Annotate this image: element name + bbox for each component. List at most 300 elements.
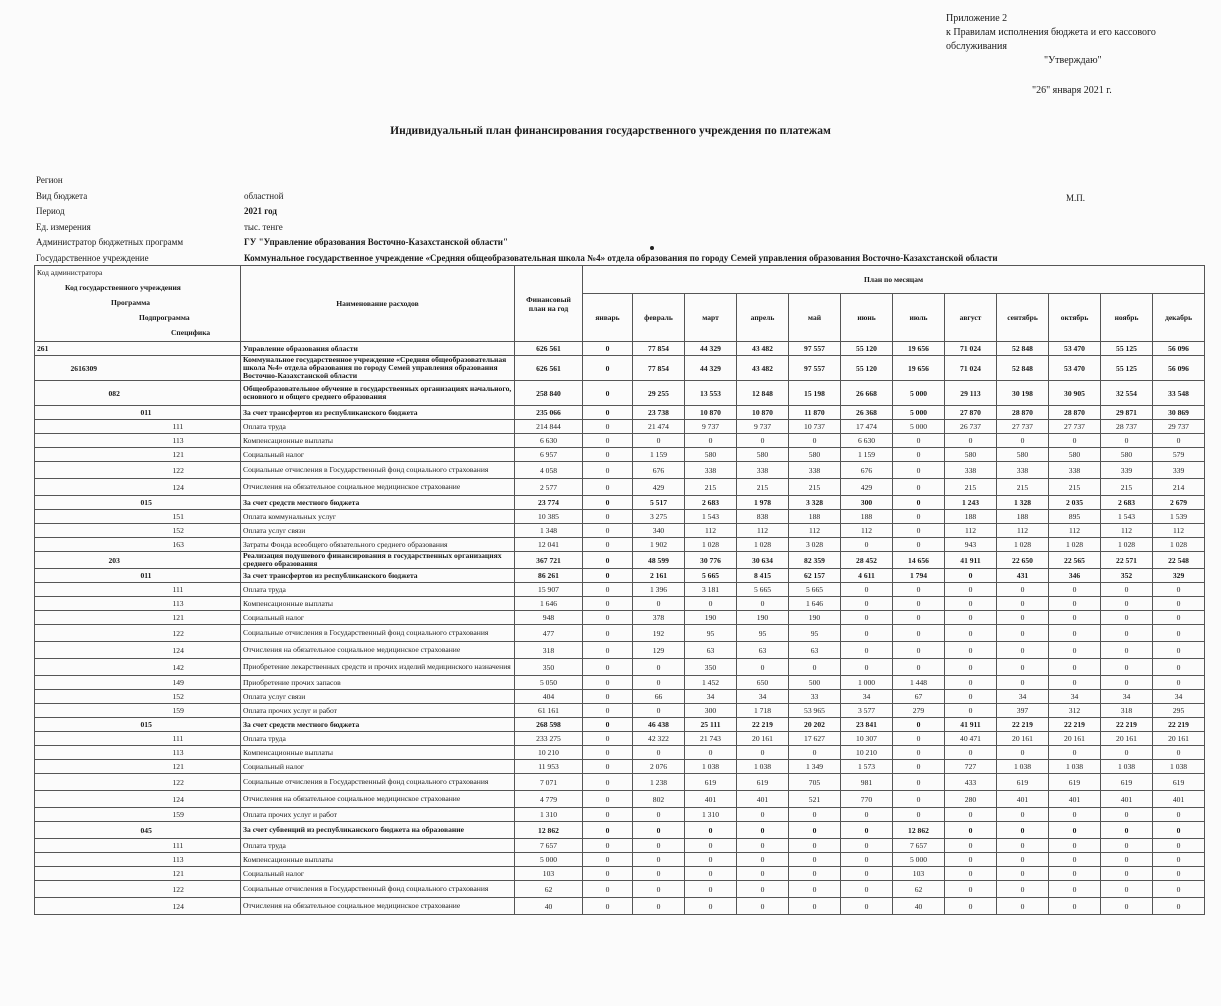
code-cell	[35, 642, 69, 659]
month-value-cell: 30 869	[1153, 406, 1205, 420]
month-value-cell: 0	[945, 583, 997, 597]
month-value-cell: 2 076	[633, 760, 685, 774]
expense-name-cell: За счет трансфертов из республиканского бюджета	[241, 406, 515, 420]
code-cell	[139, 381, 171, 406]
month-value-cell: 63	[685, 642, 737, 659]
code-cell	[107, 839, 139, 853]
month-value-cell: 401	[997, 791, 1049, 808]
code-cell	[69, 881, 107, 898]
month-value-cell: 34	[737, 690, 789, 704]
month-value-cell: 0	[789, 839, 841, 853]
table-row	[35, 625, 1205, 642]
month-value-cell: 44 329	[685, 356, 737, 381]
month-header: апрель	[737, 294, 789, 342]
month-value-cell: 0	[1101, 625, 1153, 642]
month-value-cell: 619	[997, 774, 1049, 791]
annual-total-cell: 7 071	[515, 774, 583, 791]
month-value-cell: 0	[633, 704, 685, 718]
code-cell	[139, 356, 171, 381]
code-cell	[69, 791, 107, 808]
code-cell	[69, 510, 107, 524]
code-cell: 113	[171, 434, 241, 448]
month-value-cell: 0	[893, 462, 945, 479]
month-value-cell: 5 665	[789, 583, 841, 597]
month-value-cell: 215	[1101, 479, 1153, 496]
month-value-cell: 0	[997, 746, 1049, 760]
code-cell	[107, 625, 139, 642]
month-value-cell: 0	[583, 569, 633, 583]
month-value-cell: 0	[997, 898, 1049, 915]
month-value-cell: 112	[737, 524, 789, 538]
month-value-cell: 0	[1101, 822, 1153, 839]
month-value-cell: 28 870	[1049, 406, 1101, 420]
month-value-cell: 55 120	[841, 342, 893, 356]
month-value-cell: 1 978	[737, 496, 789, 510]
month-value-cell: 0	[1049, 434, 1101, 448]
month-value-cell: 52 848	[997, 342, 1049, 356]
code-cell	[139, 676, 171, 690]
month-value-cell: 1 028	[685, 538, 737, 552]
month-value-cell: 500	[789, 676, 841, 690]
month-value-cell: 0	[841, 642, 893, 659]
code-cell: 111	[171, 583, 241, 597]
code-cell	[107, 791, 139, 808]
month-value-cell: 338	[685, 462, 737, 479]
expense-name-cell: За счет трансфертов из республиканского бюджета	[241, 569, 515, 583]
month-value-cell: 1 028	[1049, 538, 1101, 552]
month-value-cell: 20 161	[997, 732, 1049, 746]
month-value-cell: 112	[841, 524, 893, 538]
month-value-cell: 1 573	[841, 760, 893, 774]
info-label: Администратор бюджетных программ	[36, 237, 184, 247]
expense-name-cell: Социальные отчисления в Государственный фонд социального страхования	[241, 625, 515, 642]
month-value-cell: 0	[1153, 659, 1205, 676]
code-cell	[107, 496, 139, 510]
month-value-cell: 62 157	[789, 569, 841, 583]
month-value-cell: 0	[945, 611, 997, 625]
month-value-cell: 5 665	[737, 583, 789, 597]
month-value-cell: 0	[789, 853, 841, 867]
month-value-cell: 1 028	[1101, 538, 1153, 552]
month-value-cell: 0	[583, 839, 633, 853]
table-row	[35, 704, 1205, 718]
month-value-cell: 401	[1101, 791, 1153, 808]
month-value-cell: 0	[997, 839, 1049, 853]
code-cell	[107, 808, 139, 822]
month-value-cell: 1 349	[789, 760, 841, 774]
month-value-cell: 188	[945, 510, 997, 524]
month-value-cell: 9 737	[737, 420, 789, 434]
month-value-cell: 1 452	[685, 676, 737, 690]
code-cell	[107, 704, 139, 718]
month-value-cell: 300	[685, 704, 737, 718]
month-value-cell: 0	[893, 448, 945, 462]
code-cell	[139, 704, 171, 718]
month-value-cell: 0	[841, 583, 893, 597]
code-cell	[35, 746, 69, 760]
month-value-cell: 0	[1049, 611, 1101, 625]
table-row	[35, 552, 1205, 569]
table-row	[35, 642, 1205, 659]
expense-name-cell: Отчисления на обязательное социальное медицинское страхование	[241, 479, 515, 496]
month-value-cell: 0	[583, 791, 633, 808]
month-value-cell: 0	[945, 881, 997, 898]
month-value-cell: 34	[1101, 690, 1153, 704]
month-value-cell: 0	[685, 853, 737, 867]
month-value-cell: 82 359	[789, 552, 841, 569]
table-row	[35, 381, 1205, 406]
month-value-cell: 9 737	[685, 420, 737, 434]
code-cell	[139, 434, 171, 448]
month-header: декабрь	[1153, 294, 1205, 342]
month-value-cell: 3 275	[633, 510, 685, 524]
month-value-cell: 0	[997, 659, 1049, 676]
month-value-cell: 352	[1101, 569, 1153, 583]
month-value-cell: 1 038	[1049, 760, 1101, 774]
expense-name-cell: Социальный налог	[241, 760, 515, 774]
month-header: июнь	[841, 294, 893, 342]
code-cell	[35, 808, 69, 822]
code-cell	[35, 659, 69, 676]
month-value-cell: 23 841	[841, 718, 893, 732]
month-value-cell: 34	[1153, 690, 1205, 704]
annual-total-cell: 1 310	[515, 808, 583, 822]
month-value-cell: 280	[945, 791, 997, 808]
month-value-cell: 0	[1049, 583, 1101, 597]
code-cell	[35, 496, 69, 510]
month-value-cell: 40	[893, 898, 945, 915]
annual-total-cell: 258 840	[515, 381, 583, 406]
code-cell	[107, 822, 139, 839]
month-value-cell: 95	[789, 625, 841, 642]
monthly-plan-header: План по месяцам	[583, 266, 1205, 294]
annual-total-cell: 10 385	[515, 510, 583, 524]
info-value: ГУ "Управление образования Восточно-Казахстанской области"	[244, 237, 508, 247]
code-cell	[35, 881, 69, 898]
month-value-cell: 0	[789, 659, 841, 676]
month-value-cell: 95	[737, 625, 789, 642]
month-value-cell: 0	[1153, 676, 1205, 690]
month-value-cell: 0	[1101, 583, 1153, 597]
code-cell: 151	[171, 510, 241, 524]
month-value-cell: 0	[1153, 434, 1205, 448]
code-cell: 045	[139, 822, 171, 839]
table-row	[35, 898, 1205, 915]
month-value-cell: 619	[685, 774, 737, 791]
month-value-cell: 27 870	[945, 406, 997, 420]
code-cell: 152	[171, 524, 241, 538]
month-value-cell: 0	[633, 898, 685, 915]
expense-name-cell: Общеобразовательное обучение в государственных организациях начального, основного и общего среднего образования	[241, 381, 515, 406]
month-value-cell: 0	[685, 898, 737, 915]
code-cell: 121	[171, 867, 241, 881]
code-cell: 122	[171, 881, 241, 898]
code-cell	[69, 898, 107, 915]
month-value-cell: 188	[841, 510, 893, 524]
code-cell	[139, 583, 171, 597]
month-value-cell: 1 396	[633, 583, 685, 597]
month-value-cell: 1 000	[841, 676, 893, 690]
program-header: Программа	[111, 298, 150, 307]
month-value-cell: 0	[1101, 659, 1153, 676]
code-cell	[35, 853, 69, 867]
table-row	[35, 676, 1205, 690]
code-cell: 113	[171, 746, 241, 760]
month-value-cell: 0	[945, 659, 997, 676]
table-row	[35, 569, 1205, 583]
month-value-cell: 0	[997, 822, 1049, 839]
month-value-cell: 43 482	[737, 342, 789, 356]
code-cell: 015	[139, 496, 171, 510]
code-cell	[69, 524, 107, 538]
month-value-cell: 0	[893, 760, 945, 774]
code-cell	[107, 479, 139, 496]
month-value-cell: 0	[945, 839, 997, 853]
code-cell	[35, 538, 69, 552]
month-value-cell: 1 038	[685, 760, 737, 774]
month-value-cell: 3 577	[841, 704, 893, 718]
month-value-cell: 339	[1101, 462, 1153, 479]
code-cell: 121	[171, 760, 241, 774]
code-cell: 152	[171, 690, 241, 704]
code-cell	[139, 611, 171, 625]
month-value-cell: 0	[841, 853, 893, 867]
annual-total-cell: 15 907	[515, 583, 583, 597]
annual-total-cell: 1 348	[515, 524, 583, 538]
annual-total-cell: 404	[515, 690, 583, 704]
month-value-cell: 0	[1101, 881, 1153, 898]
month-value-cell: 0	[583, 732, 633, 746]
month-value-cell: 0	[685, 434, 737, 448]
code-cell	[171, 342, 241, 356]
table-row	[35, 746, 1205, 760]
month-value-cell: 346	[1049, 569, 1101, 583]
month-value-cell: 19 656	[893, 342, 945, 356]
table-row	[35, 659, 1205, 676]
code-cell	[139, 448, 171, 462]
code-cell	[107, 676, 139, 690]
code-cell	[35, 774, 69, 791]
month-value-cell: 21 474	[633, 420, 685, 434]
month-value-cell: 3 181	[685, 583, 737, 597]
month-value-cell: 112	[789, 524, 841, 538]
month-value-cell: 53 470	[1049, 356, 1101, 381]
month-value-cell: 802	[633, 791, 685, 808]
month-value-cell: 190	[789, 611, 841, 625]
month-value-cell: 22 565	[1049, 552, 1101, 569]
annual-total-cell: 626 561	[515, 356, 583, 381]
expense-name-cell: Оплата услуг связи	[241, 524, 515, 538]
month-value-cell: 22 219	[1101, 718, 1153, 732]
annual-total-cell: 23 774	[515, 496, 583, 510]
code-cell: 011	[139, 569, 171, 583]
month-value-cell: 0	[893, 642, 945, 659]
month-value-cell: 112	[1101, 524, 1153, 538]
month-value-cell: 0	[633, 746, 685, 760]
code-cell	[107, 342, 139, 356]
code-cell	[107, 774, 139, 791]
code-cell	[69, 746, 107, 760]
expense-name-cell: Отчисления на обязательное социальное медицинское страхование	[241, 898, 515, 915]
month-value-cell: 1 718	[737, 704, 789, 718]
month-value-cell: 0	[997, 853, 1049, 867]
table-row	[35, 881, 1205, 898]
month-value-cell: 0	[945, 625, 997, 642]
table-row	[35, 406, 1205, 420]
month-value-cell: 0	[583, 642, 633, 659]
code-cell	[69, 732, 107, 746]
month-value-cell: 1 543	[685, 510, 737, 524]
month-value-cell: 20 161	[1049, 732, 1101, 746]
month-value-cell: 0	[583, 583, 633, 597]
month-value-cell: 0	[789, 746, 841, 760]
month-value-cell: 0	[1049, 659, 1101, 676]
month-value-cell: 29 255	[633, 381, 685, 406]
month-value-cell: 1 646	[789, 597, 841, 611]
table-row	[35, 774, 1205, 791]
month-value-cell: 56 096	[1153, 342, 1205, 356]
code-cell	[139, 881, 171, 898]
month-value-cell: 0	[633, 881, 685, 898]
month-value-cell: 1 238	[633, 774, 685, 791]
annual-total-cell: 948	[515, 611, 583, 625]
table-row	[35, 462, 1205, 479]
code-cell	[107, 642, 139, 659]
month-value-cell: 0	[945, 822, 997, 839]
code-cell	[35, 898, 69, 915]
code-cell	[107, 760, 139, 774]
annual-total-cell: 2 577	[515, 479, 583, 496]
code-cell	[69, 448, 107, 462]
expense-name-cell: Компенсационные выплаты	[241, 746, 515, 760]
code-cell	[107, 853, 139, 867]
appendix-title: Приложение 2	[946, 13, 1008, 24]
month-value-cell: 0	[945, 704, 997, 718]
code-cell	[107, 690, 139, 704]
code-cell	[139, 625, 171, 642]
month-header: март	[685, 294, 737, 342]
month-value-cell: 401	[737, 791, 789, 808]
month-value-cell: 22 219	[1153, 718, 1205, 732]
month-value-cell: 579	[1153, 448, 1205, 462]
month-value-cell: 1 038	[1153, 760, 1205, 774]
expense-name-cell: Затраты Фонда всеобщего обязательного среднего образования	[241, 538, 515, 552]
month-value-cell: 329	[1153, 569, 1205, 583]
code-cell	[139, 462, 171, 479]
code-cell: 149	[171, 676, 241, 690]
code-cell	[35, 676, 69, 690]
month-value-cell: 0	[633, 597, 685, 611]
month-value-cell: 0	[583, 448, 633, 462]
month-value-cell: 34	[841, 690, 893, 704]
month-value-cell: 0	[737, 434, 789, 448]
table-row	[35, 690, 1205, 704]
code-cell	[69, 676, 107, 690]
month-value-cell: 0	[1101, 853, 1153, 867]
code-cell	[139, 791, 171, 808]
code-cell	[35, 434, 69, 448]
code-cell	[69, 760, 107, 774]
code-cell	[139, 538, 171, 552]
month-value-cell: 214	[1153, 479, 1205, 496]
month-value-cell: 190	[685, 611, 737, 625]
expense-name-cell: Компенсационные выплаты	[241, 597, 515, 611]
month-value-cell: 27 737	[1049, 420, 1101, 434]
code-cell	[107, 597, 139, 611]
code-cell	[69, 808, 107, 822]
month-value-cell: 0	[583, 867, 633, 881]
month-value-cell: 1 794	[893, 569, 945, 583]
month-value-cell: 0	[737, 808, 789, 822]
code-cell: 2616309	[69, 356, 107, 381]
month-value-cell: 0	[583, 746, 633, 760]
month-value-cell: 0	[945, 690, 997, 704]
month-value-cell: 295	[1153, 704, 1205, 718]
code-cell	[35, 732, 69, 746]
month-value-cell: 895	[1049, 510, 1101, 524]
month-value-cell: 0	[685, 597, 737, 611]
info-label: Период	[36, 206, 65, 216]
month-value-cell: 0	[841, 839, 893, 853]
month-value-cell: 650	[737, 676, 789, 690]
month-value-cell: 28 737	[1101, 420, 1153, 434]
annual-total-cell: 350	[515, 659, 583, 676]
approval-date: "26" января 2021 г.	[1032, 85, 1112, 96]
info-value: 2021 год	[244, 206, 277, 216]
month-value-cell: 0	[893, 479, 945, 496]
month-value-cell: 0	[1153, 808, 1205, 822]
annual-total-cell: 5 050	[515, 676, 583, 690]
month-value-cell: 0	[893, 774, 945, 791]
month-value-cell: 0	[1049, 597, 1101, 611]
month-value-cell: 0	[583, 524, 633, 538]
code-cell	[107, 881, 139, 898]
stamp-place-label: М.П.	[1066, 193, 1086, 203]
month-value-cell: 10 870	[685, 406, 737, 420]
code-cell	[35, 462, 69, 479]
month-value-cell: 0	[737, 881, 789, 898]
month-value-cell: 1 902	[633, 538, 685, 552]
month-value-cell: 0	[945, 867, 997, 881]
month-value-cell: 0	[1049, 881, 1101, 898]
month-value-cell: 981	[841, 774, 893, 791]
month-value-cell: 29 113	[945, 381, 997, 406]
month-value-cell: 0	[893, 597, 945, 611]
month-value-cell: 42 322	[633, 732, 685, 746]
table-row	[35, 448, 1205, 462]
month-value-cell: 112	[1049, 524, 1101, 538]
month-value-cell: 2 161	[633, 569, 685, 583]
month-value-cell: 0	[737, 597, 789, 611]
month-value-cell: 0	[583, 406, 633, 420]
month-value-cell: 63	[789, 642, 841, 659]
month-value-cell: 0	[893, 510, 945, 524]
code-cell: 261	[35, 342, 69, 356]
month-value-cell: 0	[737, 659, 789, 676]
code-cell	[35, 524, 69, 538]
month-value-cell: 1 543	[1101, 510, 1153, 524]
annual-total-cell: 6 957	[515, 448, 583, 462]
expense-name-cell: Социальные отчисления в Государственный фонд социального страхования	[241, 774, 515, 791]
expense-name-cell: Социальный налог	[241, 611, 515, 625]
month-value-cell: 580	[789, 448, 841, 462]
code-cell	[139, 774, 171, 791]
code-cell	[69, 597, 107, 611]
month-value-cell: 190	[737, 611, 789, 625]
code-cell: 121	[171, 448, 241, 462]
month-value-cell: 63	[737, 642, 789, 659]
month-value-cell: 192	[633, 625, 685, 642]
